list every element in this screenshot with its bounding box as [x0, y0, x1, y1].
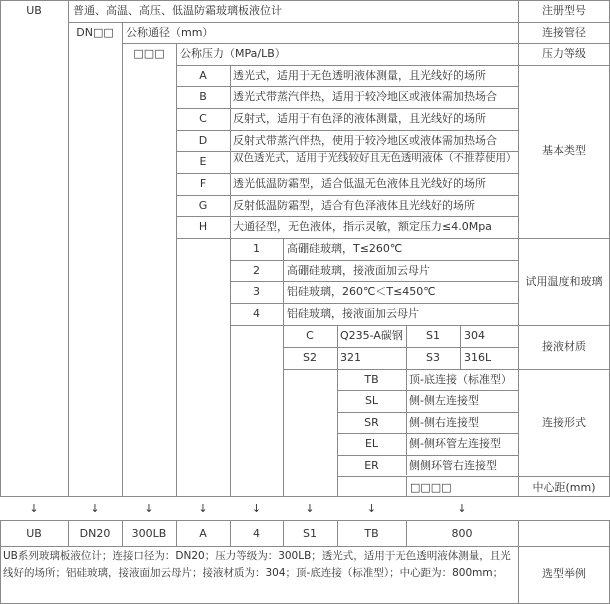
header-right-label: 注册型号 [542, 4, 586, 17]
example-right-label: 选型举例 [542, 567, 586, 580]
glass-text: 高硼硅玻璃，T≤260℃ [287, 242, 403, 255]
basic-type-text: 反射式带蒸汽伴热，使用于较冷地区或液体需加热场合 [233, 134, 497, 147]
down-arrow-icon: ↓ [29, 502, 39, 515]
basic-type-text: 反射式，适用于有色泽的液体测量，且光线好的场所 [233, 112, 486, 125]
material-code: S2 [303, 351, 317, 364]
pressure-right-label: 压力等级 [542, 47, 586, 60]
glass-code: 3 [253, 285, 260, 298]
basic-type-text: 透光式，适用于无色透明液体测量，且光线好的场所 [233, 69, 486, 82]
basic-type-code: H [198, 220, 208, 233]
connection-form-text: 侧-侧环管左连接型 [409, 437, 501, 450]
down-arrow-icon: ↓ [366, 502, 377, 515]
material-code: C [306, 329, 314, 342]
basic-type-code: G [198, 199, 208, 212]
basic-type-code: C [199, 112, 207, 125]
glass-text: 铝硅玻璃，接液面加云母片 [287, 307, 419, 320]
basic-type-code: F [199, 177, 207, 190]
down-arrow-icon: ↓ [198, 502, 208, 515]
down-arrow-icon: ↓ [251, 502, 262, 515]
glass-code: 4 [253, 307, 260, 320]
pressure-label: 公称压力（MPa/LB） [180, 47, 286, 60]
connection-form-code: EL [364, 437, 379, 450]
material-text: 304 [464, 329, 485, 342]
connection-form-code: SR [364, 416, 379, 429]
basic-types-right-label: 基本类型 [542, 144, 586, 157]
glass-code: 2 [253, 264, 260, 277]
connection-form-code: TB [364, 373, 379, 386]
material-text: 316L [464, 351, 492, 364]
connection-code: DN□□ [76, 26, 114, 39]
basic-type-text: 透光式带蒸汽伴热，适用于较冷地区或液体需加热场合 [233, 90, 497, 103]
center-distance-right-label: 中心距(mm) [532, 481, 596, 494]
material-text: 321 [340, 351, 361, 364]
glass-right-label: 试用温度和玻璃 [525, 275, 603, 288]
connection-label: 公称通径（mm） [126, 26, 214, 39]
header-code: UB [26, 4, 42, 17]
example-value: DN20 [79, 527, 111, 540]
header-description: 普通、高温、高压、低温防霜玻璃板液位计 [73, 4, 282, 17]
example-value: TB [364, 527, 379, 540]
basic-type-text: 透光低温防霜型，适合低温无色液体且光线好的场所 [233, 177, 486, 190]
example-value: 300LB [131, 527, 167, 540]
pressure-code: □□□ [133, 47, 165, 60]
basic-type-text: 反射低温防霜型，适合有色泽液体且光线好的场所 [233, 199, 475, 212]
down-arrow-icon: ↓ [457, 502, 467, 515]
material-right-label: 接液材质 [542, 340, 586, 353]
connection-form-text: 侧-侧右连接型 [409, 416, 479, 429]
glass-text: 高硼硅玻璃，接液面加云母片 [287, 264, 430, 277]
connection-form-code: ER [364, 459, 379, 472]
material-text: Q235-A碳钢 [340, 329, 403, 342]
example-value: A [199, 527, 207, 540]
material-code: S3 [426, 351, 440, 364]
down-arrow-icon: ↓ [305, 502, 315, 515]
basic-type-text: 大通径型，无色液体，指示灵敏，额定压力≤4.0Mpa [233, 220, 492, 233]
down-arrow-icon: ↓ [90, 502, 100, 515]
connection-form-right-label: 连接形式 [542, 416, 586, 429]
glass-code: 1 [253, 242, 260, 255]
example-value: UB [26, 527, 42, 540]
center-distance-code: □□□□ [410, 481, 452, 494]
down-arrow-icon: ↓ [144, 502, 154, 515]
example-value: 800 [451, 527, 473, 540]
basic-type-code: D [198, 134, 208, 147]
connection-form-text: 侧-侧左连接型 [409, 394, 479, 407]
example-value: S1 [303, 527, 317, 540]
connection-right-label: 连接管径 [542, 26, 586, 39]
example-description: UB系列玻璃板液位计；连接口径为：DN20；压力等级为：300LB；透光式，适用于无色透明液体测量，且光线好的场所；铝硅玻璃，接液面加云母片；接液材质为：304；顶-底连接（标准型）；中心距为：800mm； [3, 550, 511, 579]
connection-form-code: SL [364, 394, 379, 407]
glass-text: 铝硅玻璃，260℃＜T≤450℃ [287, 285, 436, 298]
basic-type-code: A [199, 69, 207, 82]
connection-form-text: 顶-底连接（标准型） [409, 373, 512, 386]
material-code: S1 [426, 329, 440, 342]
example-value: 4 [253, 527, 260, 540]
basic-type-text: 双色透光式，适用于光线较好且无色透明液体（不推荐使用） [233, 152, 517, 164]
basic-type-code: E [199, 155, 207, 168]
connection-form-text: 侧侧环管右连接型 [409, 459, 497, 472]
basic-type-code: B [199, 90, 207, 103]
